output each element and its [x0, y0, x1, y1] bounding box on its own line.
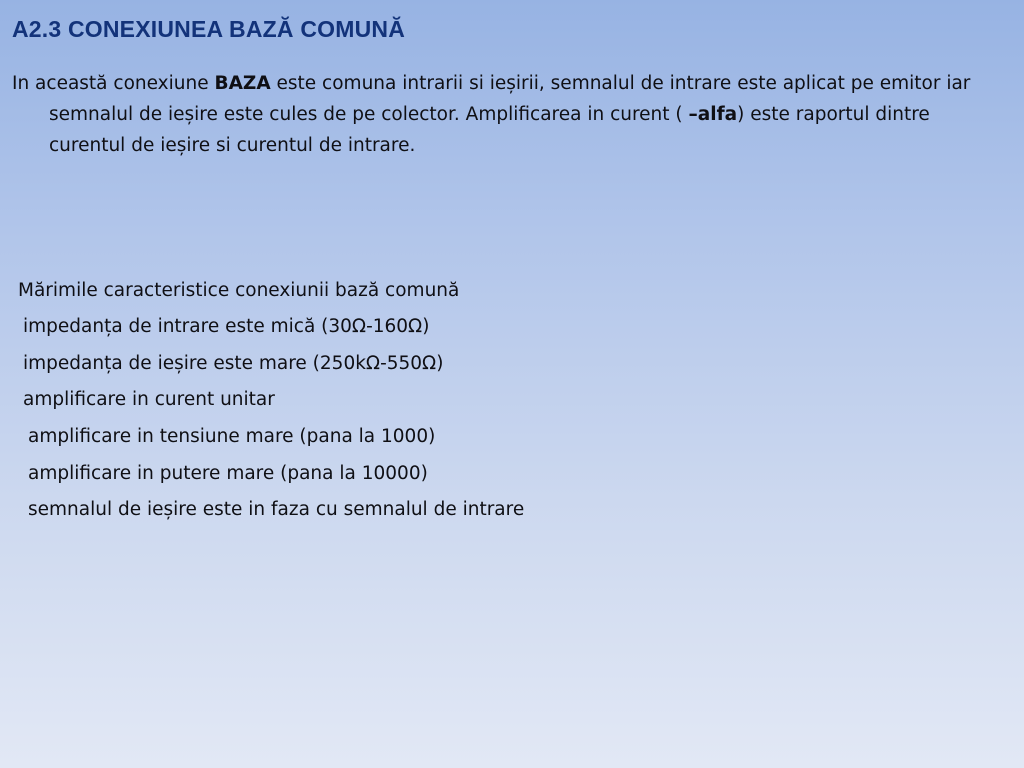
properties-list: [12, 312, 912, 532]
property-item-voltage-gain: amplificare in tensiune mare (pana la 1000): [28, 426, 436, 448]
intro-bold-baza: BAZA: [214, 73, 271, 94]
property-item-output-impedance: impedanța de ieșire este mare (250kΩ-550Ω): [23, 352, 444, 374]
slide-title: A2.3 CONEXIUNEA BAZĂ COMUNĂ: [12, 16, 406, 42]
intro-paragraph: [12, 68, 1002, 161]
property-item-power-gain: amplificare in putere mare (pana la 10000): [28, 462, 428, 484]
properties-heading: Mărimile caracteristice conexiunii bază comună: [18, 280, 460, 301]
property-item-input-impedance: impedanța de intrare este mică (30Ω-160Ω): [23, 316, 430, 337]
property-item-phase: semnalul de ieșire este in faza cu semnalul de intrare: [28, 499, 525, 521]
intro-text-2: este comuna intrarii si ieșirii, semnalul de intrare este aplicat pe emitor iar semnalul de ieșire este cules de pe colector. Amplificarea in curent (: [49, 73, 971, 125]
intro-text-3: ) este raportul dintre curentul de ieșire si curentul de intrare.: [49, 104, 930, 156]
intro-text-1: In această conexiune: [12, 73, 215, 94]
property-item-current-gain: amplificare in curent unitar: [23, 389, 275, 411]
intro-bold-alfa: –alfa: [688, 104, 738, 125]
properties-section: [12, 276, 912, 532]
